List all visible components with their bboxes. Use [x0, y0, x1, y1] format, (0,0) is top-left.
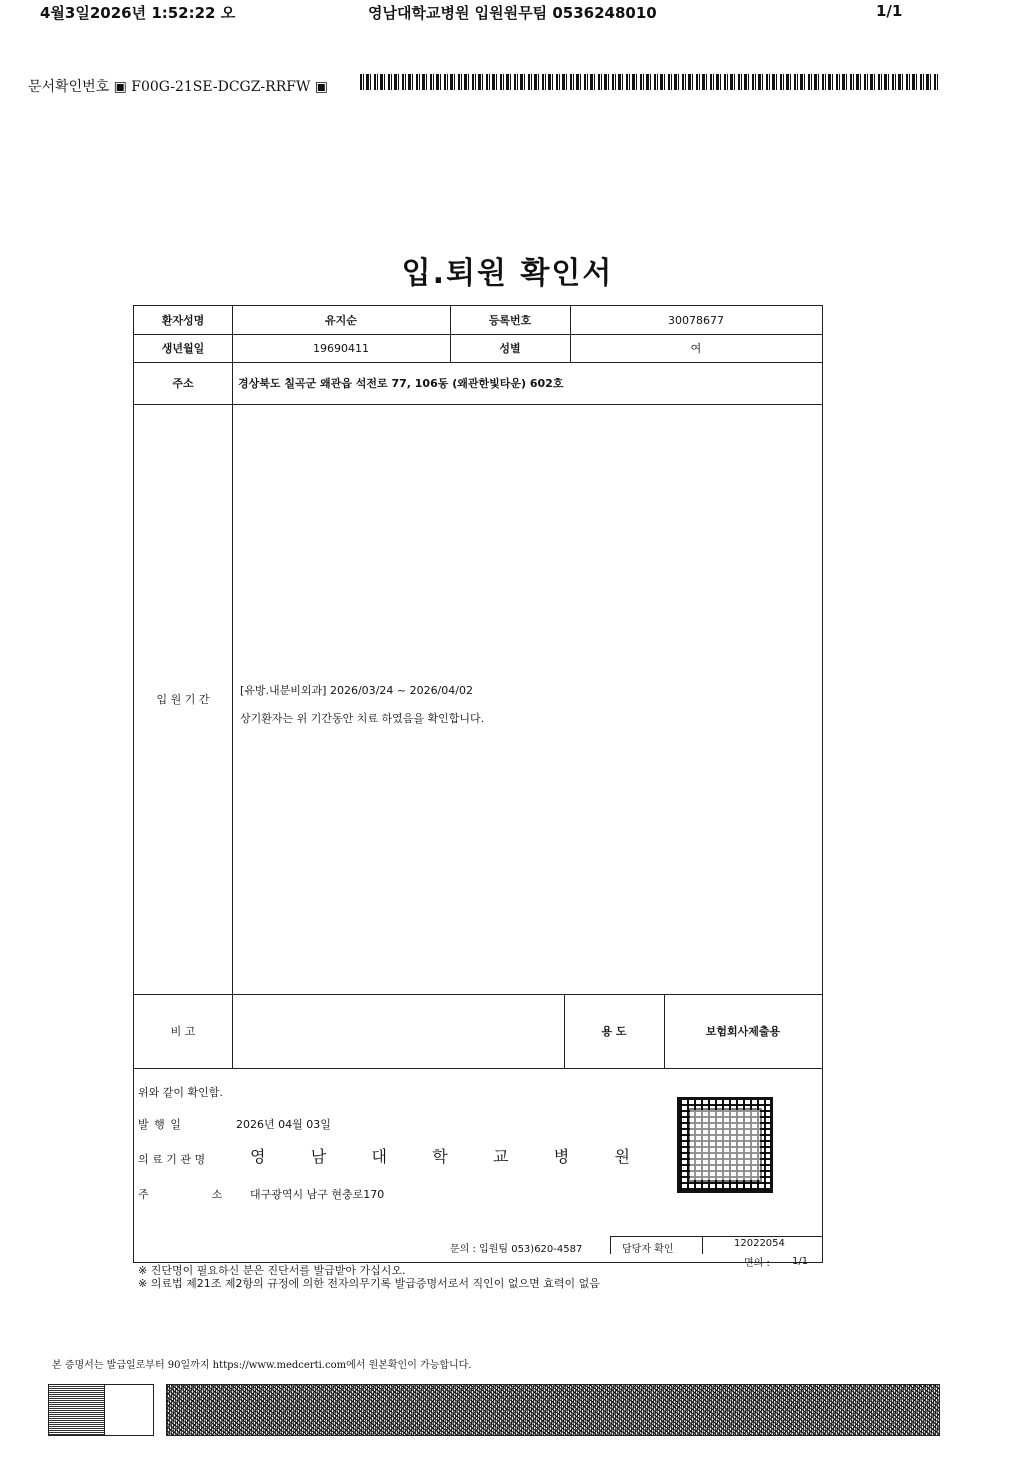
registration-label: 등록번호 — [488, 314, 532, 327]
hospital-name — [250, 1144, 630, 1167]
hospital-char: 원 — [614, 1147, 630, 1166]
sex-value: 여 — [690, 342, 702, 355]
barcode-icon — [360, 74, 938, 90]
hospital-address-label: 주 소 — [138, 1188, 223, 1201]
staff-id: 12022054 — [734, 1238, 785, 1249]
hospital-label: 의 료 기 관 명 — [138, 1153, 206, 1166]
hospital-address: 대구광역시 남구 현충로170 — [250, 1188, 385, 1201]
confirm-statement: 위와 같이 확인함. — [138, 1086, 223, 1099]
hospital-seal-icon — [677, 1097, 773, 1193]
page-title: 입.퇴원 확인서 — [401, 256, 614, 291]
hospital-char: 남 — [310, 1147, 327, 1166]
patient-name: 유지순 — [325, 314, 357, 327]
hospital-char: 영 — [250, 1147, 266, 1166]
address-label: 주소 — [172, 377, 194, 390]
blank-box — [104, 1384, 154, 1436]
remarks-label: 비 고 — [170, 1025, 196, 1038]
hospital-char: 대 — [371, 1147, 387, 1166]
admission-period-label: 입 원 기 간 — [156, 693, 210, 706]
usage-label: 용 도 — [601, 1025, 627, 1038]
inquiry-contact: 문의 : 입원팀 053)620-4587 — [450, 1244, 583, 1255]
fax-page: 1/1 — [876, 2, 903, 20]
registration-number: 30078677 — [668, 313, 724, 327]
admission-period: [유방.내분비외과] 2026/03/24 ~ 2026/04/02 — [240, 684, 473, 697]
issue-date-label: 발 행 일 — [138, 1118, 182, 1131]
qr-code-icon — [48, 1384, 106, 1436]
dob-value: 19690411 — [313, 341, 369, 355]
verification-note: 본 증명서는 발급일로부터 90일까지 https://www.medcerti.com에서 원본확인이 가능합니다. — [52, 1360, 472, 1371]
usage-value: 보험회사제출용 — [705, 1025, 781, 1038]
2d-barcode-icon — [166, 1384, 940, 1436]
dob-label: 생년월일 — [161, 342, 205, 355]
footnote-legal: ※ 의료법 제21조 제2항의 규정에 의한 전자의무기록 발급증명서로서 직인이 없으면 효력이 없음 — [138, 1277, 600, 1290]
address-value: 경상북도 칠곡군 왜관읍 석전로 77, 106동 (왜관한빛타운) 602호 — [238, 377, 564, 390]
document-code: 문서확인번호 ▣ F00G-21SE-DCGZ-RRFW ▣ — [28, 79, 329, 95]
hospital-char: 학 — [432, 1147, 448, 1166]
fax-datetime: 4월3일2026년 1:52:22 오 — [40, 4, 236, 22]
patient-name-label: 환자성명 — [161, 314, 205, 327]
hospital-char: 병 — [553, 1147, 570, 1166]
staff-label: 담당자 확인 — [622, 1244, 674, 1255]
sex-label: 성별 — [499, 342, 521, 355]
page-value: 1/1 — [792, 1256, 809, 1267]
treatment-confirmation: 상기환자는 위 기간동안 치료 하였음을 확인합니다. — [240, 712, 485, 725]
hospital-char: 교 — [493, 1147, 509, 1166]
page-label: 면의 : — [744, 1258, 770, 1269]
footnote-diagnosis: ※ 진단명이 필요하신 분은 진단서를 발급받아 가십시오. — [138, 1264, 406, 1277]
issue-date: 2026년 04월 03일 — [236, 1118, 331, 1131]
fax-sender: 영남대학교병원 입원원무팀 0536248010 — [368, 4, 657, 22]
